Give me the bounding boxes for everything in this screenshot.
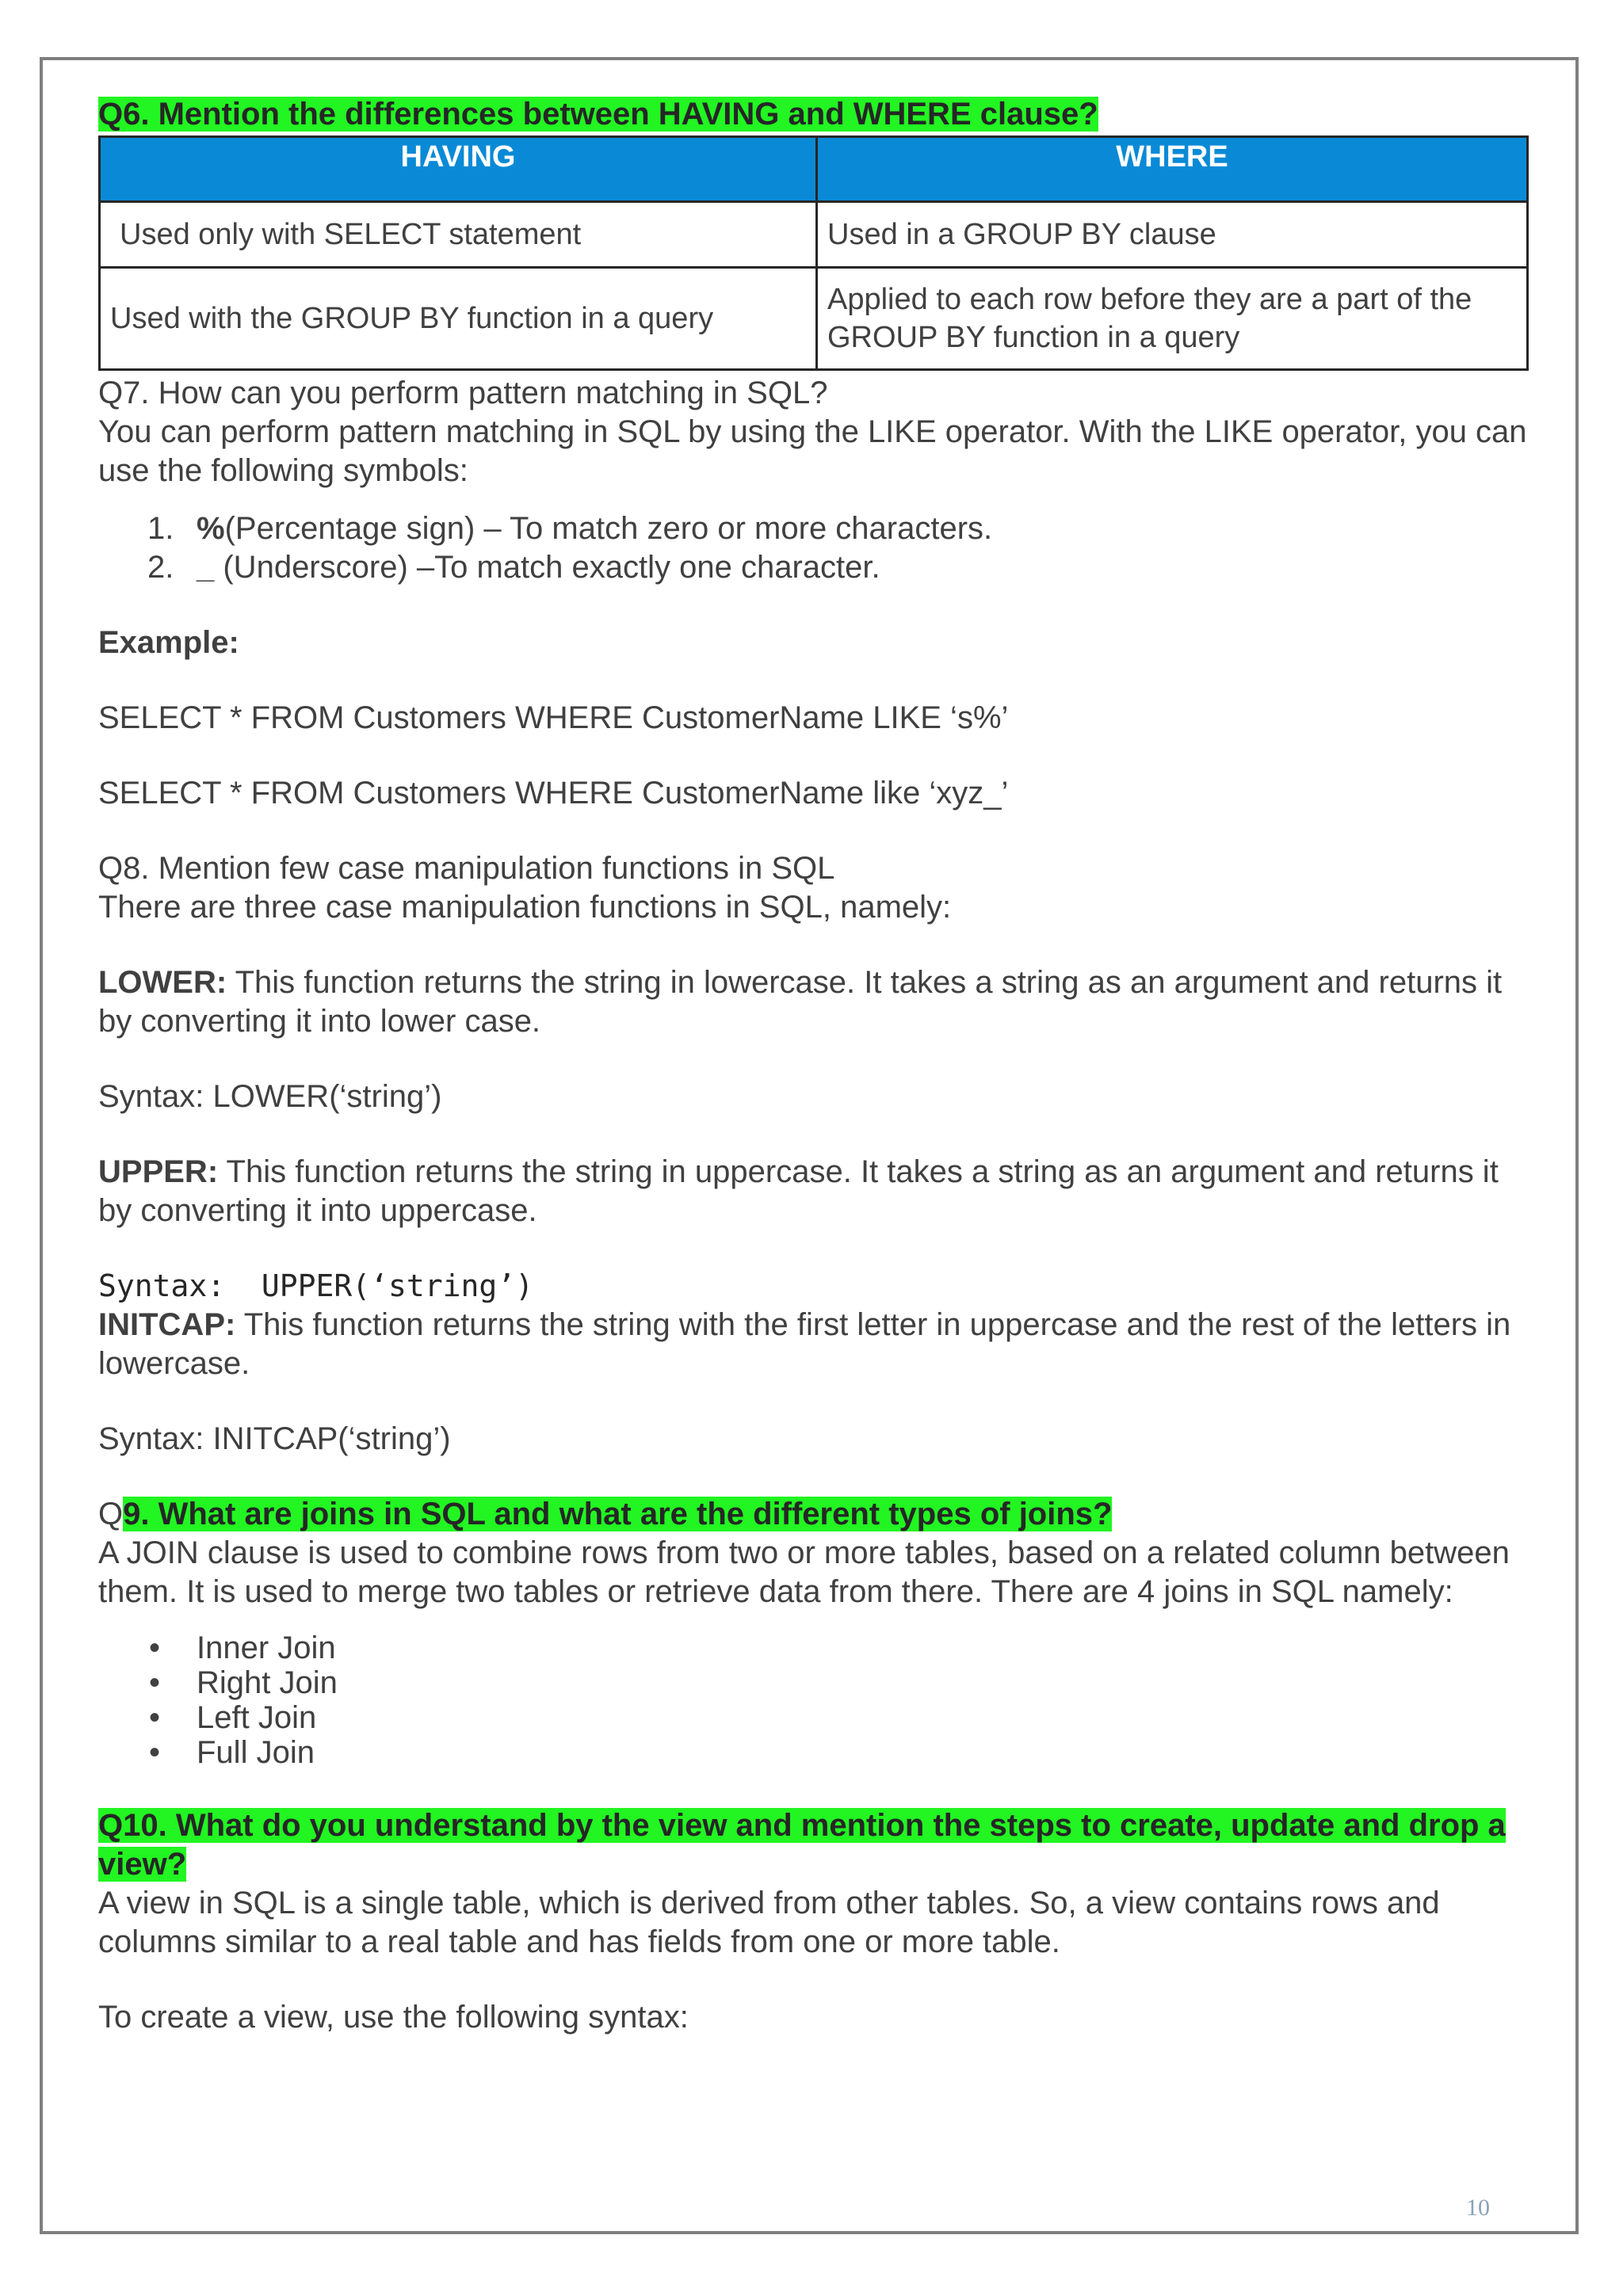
list-item	[98, 548, 1529, 587]
list-text	[197, 548, 880, 587]
list-number: 1.	[147, 511, 174, 546]
q7-answer: You can perform pattern matching in SQL by using the LIKE operator. With the LIKE operator, you can use the following symbols:	[98, 414, 1527, 488]
table-header-having: HAVING	[100, 137, 817, 202]
q6-heading	[98, 95, 1529, 134]
document-body	[98, 95, 1529, 2037]
table-cell: Used only with SELECT statement	[100, 202, 817, 268]
list-item: • Full Join	[98, 1735, 1529, 1770]
upper-text: This function returns the string in uppercase. It takes a string as an argument and returns it by converting it into uppercase.	[98, 1154, 1499, 1228]
list-text	[197, 509, 992, 548]
symbol-description: (Underscore) –To match exactly one character.	[214, 550, 880, 585]
having-where-table	[98, 135, 1529, 371]
list-item: • Left Join	[98, 1700, 1529, 1735]
spacer	[98, 1230, 1529, 1267]
spacer	[98, 1041, 1529, 1077]
table-cell: Used in a GROUP BY clause	[817, 202, 1528, 268]
list-number: 2.	[147, 550, 174, 585]
table-cell: Used with the GROUP BY function in a query	[100, 268, 817, 370]
lower-syntax: Syntax: LOWER(‘string’)	[98, 1079, 442, 1114]
create-view-intro: To create a view, use the following syntax:	[98, 2000, 689, 2035]
example-label-text: Example:	[98, 625, 239, 660]
spacer	[98, 813, 1529, 849]
q9-prefix: Q	[98, 1497, 124, 1531]
q9-heading	[98, 1495, 1529, 1534]
q9-heading-text: 9. What are joins in SQL and what are the different types of joins?	[123, 1497, 1113, 1531]
initcap-label: INITCAP:	[98, 1307, 236, 1342]
list-item: • Right Join	[98, 1665, 1529, 1700]
q7-question: Q7. How can you perform pattern matching in SQL?	[98, 376, 828, 410]
spacer	[98, 738, 1529, 774]
spacer	[98, 1611, 1529, 1630]
table-header-where: WHERE	[817, 137, 1528, 202]
table-row	[100, 268, 1528, 370]
example-query-1: SELECT * FROM Customers WHERE CustomerName LIKE ‘s%’	[98, 700, 1009, 735]
list-item	[98, 509, 1529, 548]
list-item: • Inner Join	[98, 1630, 1529, 1665]
q9-answer: A JOIN clause is used to combine rows from two or more tables, based on a related column between them. It is used to merge two tables or retrieve data from there. There are 4 joins in SQL namely:	[98, 1535, 1510, 1609]
q8-question: Q8. Mention few case manipulation functions in SQL	[98, 851, 835, 886]
spacer	[98, 662, 1529, 699]
table-header-row	[100, 137, 1528, 202]
symbol-description: (Percentage sign) – To match zero or more characters.	[224, 511, 993, 546]
initcap-description	[98, 1306, 1529, 1383]
spacer	[98, 1962, 1529, 1998]
symbol-underscore: _	[197, 550, 215, 585]
spacer	[98, 1383, 1529, 1420]
lower-label: LOWER:	[98, 965, 227, 1000]
q6-heading-text: Q6. Mention the differences between HAVING and WHERE clause?	[98, 97, 1098, 132]
lower-description	[98, 963, 1529, 1041]
table-cell: Applied to each row before they are a part of the GROUP BY function in a query	[817, 268, 1528, 370]
upper-syntax: Syntax: UPPER(‘string’)	[98, 1268, 534, 1303]
example-label	[98, 624, 1529, 662]
spacer	[98, 1770, 1529, 1806]
q10-answer: A view in SQL is a single table, which is derived from other tables. So, a view contains rows and columns similar to a real table and has fields from one or more table.	[98, 1886, 1440, 1959]
joins-list	[98, 1630, 1529, 1770]
spacer	[98, 1459, 1529, 1495]
lower-text: This function returns the string in lowercase. It takes a string as an argument and returns it by converting it into lower case.	[98, 965, 1503, 1039]
example-query-2: SELECT * FROM Customers WHERE CustomerName like ‘xyz_’	[98, 776, 1009, 810]
spacer	[98, 1116, 1529, 1153]
q10-heading	[98, 1806, 1529, 1884]
q10-heading-text: Q10. What do you understand by the view and mention the steps to create, update and drop a view?	[98, 1808, 1506, 1882]
initcap-syntax: Syntax: INITCAP(‘string’)	[98, 1421, 451, 1456]
symbol-percent: %	[197, 511, 225, 546]
upper-description	[98, 1153, 1529, 1230]
table-row	[100, 202, 1528, 268]
upper-label: UPPER:	[98, 1154, 219, 1189]
symbol-list	[98, 509, 1529, 587]
spacer	[98, 587, 1529, 624]
spacer	[98, 490, 1529, 509]
page-number: 10	[1466, 2195, 1490, 2221]
initcap-text: This function returns the string with the first letter in uppercase and the rest of the letters in lowercase.	[98, 1307, 1511, 1381]
spacer	[98, 927, 1529, 963]
q8-intro: There are three case manipulation functions in SQL, namely:	[98, 890, 952, 925]
